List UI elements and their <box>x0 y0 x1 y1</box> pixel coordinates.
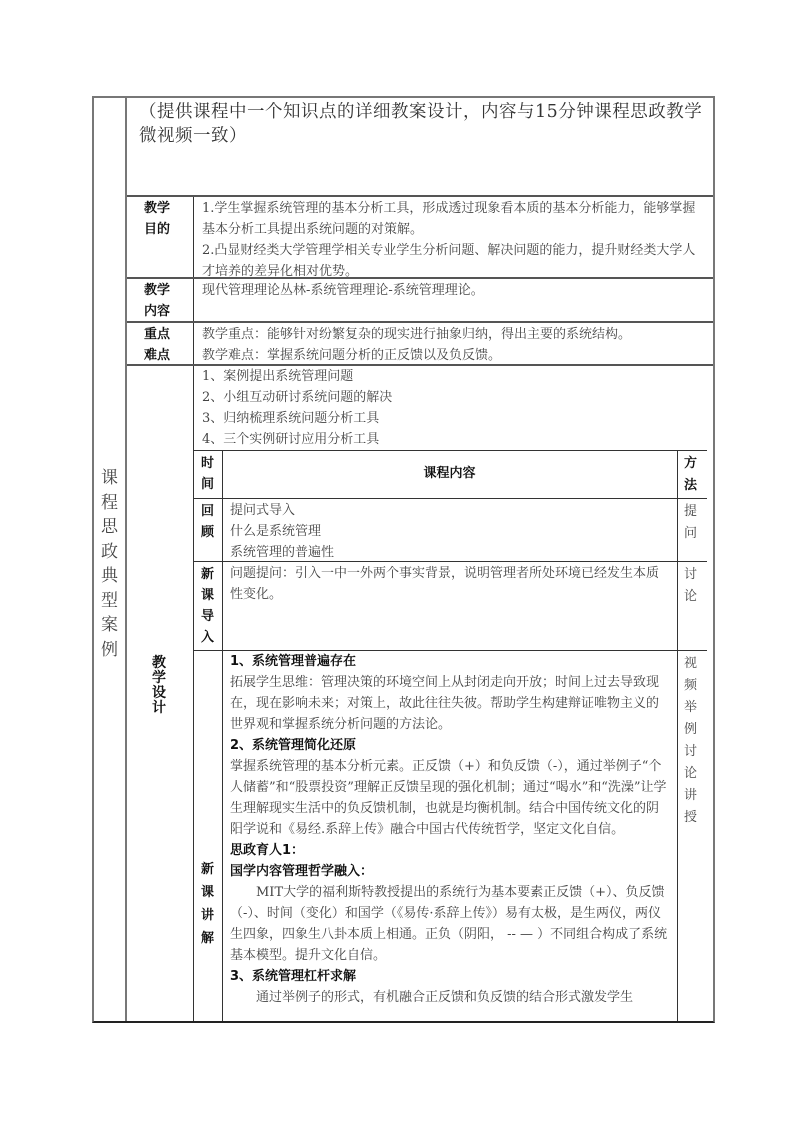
time-header: 时 间 <box>194 451 223 499</box>
key-points-label: 重点 难点 <box>127 323 194 366</box>
method-cell: 视 频 举 例 讨 论 讲 授 <box>677 651 707 1021</box>
schedule-row-intro <box>194 561 707 651</box>
content-header: 课程内容 <box>423 466 476 481</box>
section-heading: 2、系统管理简化还原 <box>230 738 357 753</box>
method-cell: 提 问 <box>677 499 707 562</box>
schedule-row-lecture <box>194 650 707 1021</box>
design-steps <box>202 366 707 450</box>
time-cell: 新 课 导 入 <box>194 562 223 651</box>
content-label: 教学 内容 <box>127 279 194 323</box>
step: 3、归纳梳理系统问题分析工具 <box>202 411 380 426</box>
method-cell: 讨 论 <box>677 562 707 651</box>
section-heading: 1、系统管理普遍存在 <box>230 654 357 669</box>
step: 4、三个实例研讨应用分析工具 <box>202 432 380 447</box>
plan-grid <box>127 195 713 1021</box>
content-cell: 问题提问：引入一中一外两个事实背景，说明管理者所处环境已经发生本质性变化。 <box>230 566 660 602</box>
content-cell: 1、系统管理普遍存在 拓展学生思维：管理决策的环境空间上从封闭走向开放；时间上过去导致现在，现在影响未来；对策上，故此往往失彼。帮助学生构建辩证唯物主义的世界观和掌握系统分析问题的方法论。 2、系统管理简化还原 掌握系统管理的基本分析元素。正反馈（+）和负反馈（-），通过举例子“个人储蓄”和“股票投资”理解正反馈呈现的强化机制；通过“喝水”和“洗澡”让学生理解现实生活中的负反馈机制，也就是均衡机制。结合中国传统文化的阴阳学说和《易经.系辞上传》融合中国古代传统哲学，坚定文化自信。 思政育人1： 国学内容管理哲学融入： MIT大学的福利斯特教授提出的系统行为基本要素正反馈（+）、负反馈（-）、时间（变化）和国学（《易传·系辞上传》）易有太极，是生两仪，两仪生四象，四象生八卦本质上相通。正负（阴阳， -- — ）不同组合构成了系统基本模型。提升文化自信。 3、系统管理杠杆求解 通过举例子的形式，有机融合正反馈和负反馈的结合形式激发学生 <box>230 651 669 1008</box>
schedule-header <box>194 450 707 499</box>
objective-item: 2.凸显财经类大学管理学相关专业学生分析问题、解决问题的能力，提升财经类大学人才培养的差异化相对优势。 <box>202 243 696 279</box>
objective-item: 1.学生掌握系统管理的基本分析工具，形成透过现象看本质的基本分析能力，能够掌握基本分析工具提出系统问题的对策解。 <box>202 201 696 237</box>
lesson-plan-table <box>92 96 715 1023</box>
key-points-content <box>202 324 707 366</box>
schedule-row-review <box>194 498 707 562</box>
section-heading: 思政育人1： <box>230 843 305 858</box>
method-header: 方 法 <box>677 451 707 499</box>
key-points-row <box>127 321 713 366</box>
step: 1、案例提出系统管理问题 <box>202 369 354 384</box>
difficult-point: 教学难点：掌握系统问题分析的正反馈以及负反馈。 <box>202 348 502 363</box>
design-label-cell <box>127 366 194 1021</box>
objectives-label: 教学 目的 <box>127 197 194 279</box>
side-title: 课 程 思 政 典 型 案 例 <box>101 468 118 660</box>
design-label: 教 学 设 计 <box>152 655 166 716</box>
intro-note: （提供课程中一个知识点的详细教案设计，内容与15分钟课程思政教学微视频一致） <box>139 102 703 146</box>
step: 2、小组互动研讨系统问题的解决 <box>202 390 393 405</box>
key-point: 教学重点：能够针对纷繁复杂的现实进行抽象归纳，得出主要的系统结构。 <box>202 327 632 342</box>
section-heading: 3、系统管理杠杆求解 <box>230 969 357 984</box>
content-cell: 提问式导入 什么是系统管理 系统管理的普遍性 <box>230 503 335 560</box>
design-row <box>127 364 713 1021</box>
objectives-row <box>127 195 713 279</box>
content-text: 现代管理理论丛林-系统管理理论-系统管理理论。 <box>202 283 484 298</box>
time-cell: 回 顾 <box>194 499 223 562</box>
section-heading: 国学内容管理哲学融入： <box>230 864 374 879</box>
side-title-column <box>94 98 127 1021</box>
time-cell: 新 课 讲 解 <box>194 651 223 1021</box>
content-row <box>127 277 713 323</box>
main-column <box>127 98 713 1021</box>
objectives-content <box>202 198 707 282</box>
